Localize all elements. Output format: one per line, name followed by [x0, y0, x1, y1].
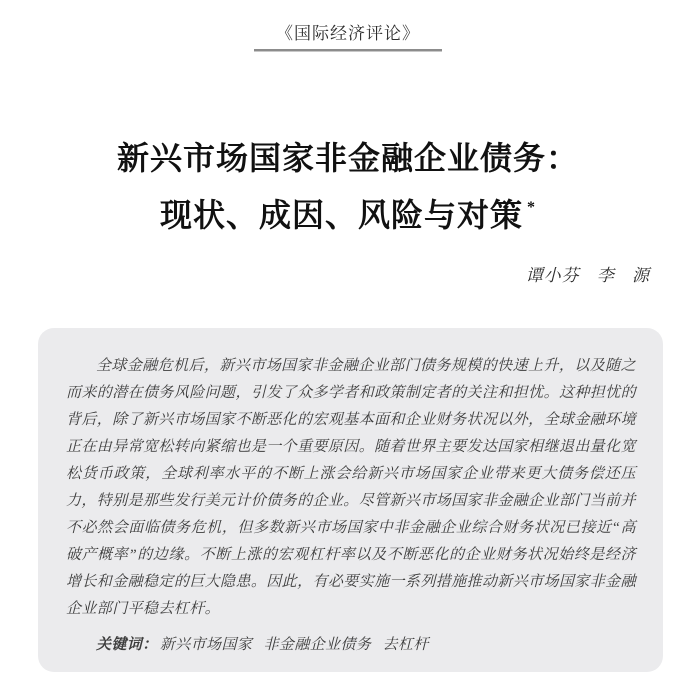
- journal-title: 《国际经济评论》: [276, 24, 420, 43]
- keyword-item: 去杠杆: [382, 637, 429, 653]
- article-title: [0, 133, 696, 240]
- keyword-item: 非金融企业债务: [263, 637, 372, 653]
- abstract-paragraph: 全球金融危机后，新兴市场国家非金融企业部门债务规模的快速上升，以及随之而来的潜在债务风险问题，引发了众多学者和政策制定者的关注和担忧。这种担忧的背后，除了新兴市场国家不断恶化的宏观基本面和企业财务状况以外，全球金融环境正在由异常宽松转向紧缩也是一个重要原因。随着世界主要发达国家相继退出量化宽松货币政策，全球利率水平的不断上涨会给新兴市场国家企业带来更大债务偿还压力，特别是那些发行美元计价债务的企业。尽管新兴市场国家非金融企业部门当前并不必然会面临债务危机，但多数新兴市场国家中非金融企业综合财务状况已接近“高破产概率”的边缘。不断上涨的宏观杠杆率以及不断恶化的企业财务状况始终是经济增长和金融稳定的巨大隐患。因此，有必要实施一系列措施推动新兴市场国家非金融企业部门平稳去杠杆。: [66, 358, 636, 617]
- keywords-line: [66, 634, 636, 656]
- article-title-line-2-text: 现状、成因、风险与对策: [159, 197, 523, 234]
- article-title-line-1: 新兴市场国家非金融企业债务：: [116, 140, 579, 177]
- footnote-asterisk: *: [527, 199, 536, 217]
- keyword-item: 新兴市场国家: [159, 637, 253, 653]
- article-title-line-2: [0, 183, 696, 240]
- header-rule: [254, 49, 442, 52]
- journal-header: [0, 22, 696, 52]
- abstract-box: [38, 328, 663, 672]
- authors-line: 谭小芬 李 源: [525, 266, 650, 285]
- keywords-label: 关键词：: [96, 637, 158, 653]
